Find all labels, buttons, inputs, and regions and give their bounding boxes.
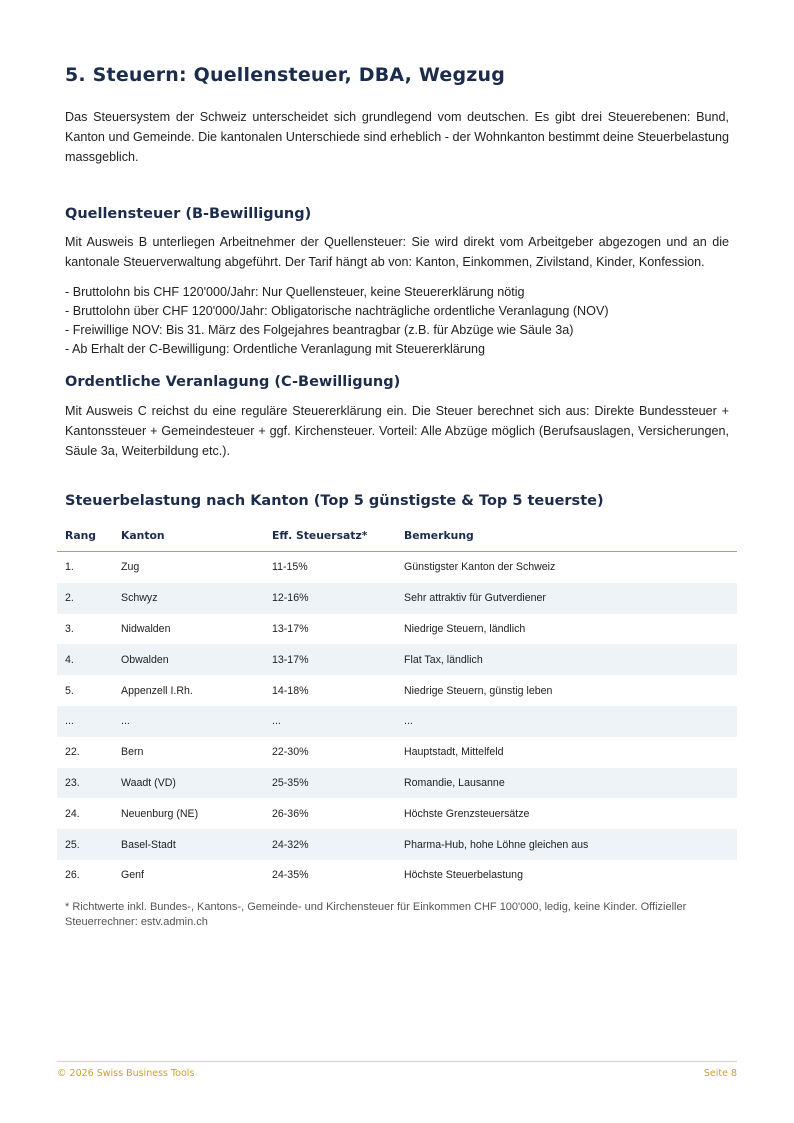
- section-heading-quellensteuer: Quellensteuer (B-Bewilligung): [65, 206, 312, 222]
- column-header-steuersatz: Eff. Steuersatz*: [264, 519, 396, 552]
- table-cell-steuersatz: 26-36%: [272, 807, 309, 820]
- table-cell-bemerkung: Hauptstadt, Mittelfeld: [404, 746, 504, 759]
- table-cell-steuersatz: 12-16%: [264, 583, 396, 614]
- table-cell-steuersatz: 22-30%: [272, 746, 309, 759]
- table-row: [57, 737, 737, 768]
- table-cell-rang: 3.: [65, 622, 74, 635]
- table-cell-bemerkung: Höchste Grenzsteuersätze: [404, 807, 530, 820]
- table-cell-steuersatz: 13-17%: [264, 644, 396, 675]
- table-cell-kanton: Appenzell I.Rh.: [121, 684, 193, 697]
- footer-divider: [57, 1061, 737, 1062]
- table-header-row: [57, 519, 737, 552]
- table-cell-kanton: Zug: [121, 561, 140, 574]
- table-cell-kanton: Basel-Stadt: [113, 829, 264, 860]
- table-row: [57, 675, 737, 706]
- table-cell-kanton: Nidwalden: [121, 622, 171, 635]
- canton-tax-table: [57, 519, 737, 891]
- veranlagung-paragraph: Mit Ausweis C reichst du eine reguläre Steuererklärung ein. Die Steuer berechnet sich aus: Direkte Bundessteuer + Kantonssteuer + Gemeindesteuer + ggf. Kirchensteuer. Vorteil: Alle Abzüge möglich (Berufsauslagen, Versicherungen, Säule 3a, Weiterbildung etc.).: [65, 404, 729, 458]
- table-row: [57, 860, 737, 891]
- table-cell-rang: 2.: [57, 583, 113, 614]
- table-row: [57, 614, 737, 645]
- table-cell-steuersatz: 25-35%: [264, 768, 396, 799]
- table-cell-kanton: Bern: [121, 746, 144, 759]
- table-cell-bemerkung: ...: [396, 706, 737, 737]
- quellensteuer-paragraph: Mit Ausweis B unterliegen Arbeitnehmer der Quellensteuer: Sie wird direkt vom Arbeitgeber abgezogen und an die kantonale Steuerverwaltung abgeführt. Der Tarif hängt ab von: Kanton, Einkommen, Zivilstand, Kinder, Konfession.: [65, 235, 729, 269]
- table-cell-bemerkung: Niedrige Steuern, günstig leben: [404, 684, 553, 697]
- list-item: - Bruttolohn über CHF 120'000/Jahr: Obligatorische nachträgliche ordentliche Veranlagung (NOV): [65, 304, 609, 318]
- table-row: [57, 644, 737, 675]
- table-row: [57, 829, 737, 860]
- footer-copyright: © 2026 Swiss Business Tools: [57, 1068, 195, 1079]
- table-cell-rang: 1.: [65, 561, 74, 574]
- table-cell-bemerkung: Pharma-Hub, hohe Löhne gleichen aus: [396, 829, 737, 860]
- table-cell-kanton: Schwyz: [113, 583, 264, 614]
- page-title: 5. Steuern: Quellensteuer, DBA, Wegzug: [65, 64, 506, 86]
- table-cell-kanton: Genf: [121, 869, 144, 882]
- table-cell-steuersatz: 13-17%: [272, 622, 309, 635]
- intro-paragraph: Das Steuersystem der Schweiz unterscheidet sich grundlegend vom deutschen. Es gibt drei Steuerebenen: Bund, Kanton und Gemeinde. Die kantonalen Unterschiede sind erheblich - der Wohnkanton bestimmt deine Steuerbelastung massgeblich.: [65, 110, 729, 164]
- footer-page-number: Seite 8: [703, 1068, 737, 1079]
- table-row: [57, 583, 737, 614]
- table-cell-bemerkung: Flat Tax, ländlich: [396, 644, 737, 675]
- section-heading-veranlagung: Ordentliche Veranlagung (C-Bewilligung): [65, 374, 401, 390]
- table-cell-steuersatz: 14-18%: [272, 684, 309, 697]
- table-cell-steuersatz: ...: [264, 706, 396, 737]
- table-cell-kanton: Obwalden: [113, 644, 264, 675]
- table-cell-steuersatz: 24-32%: [264, 829, 396, 860]
- table-cell-kanton: Waadt (VD): [113, 768, 264, 799]
- table-cell-bemerkung: Niedrige Steuern, ländlich: [404, 622, 526, 635]
- column-header-rang: Rang: [57, 519, 113, 552]
- table-cell-rang: 25.: [57, 829, 113, 860]
- table-row: [57, 552, 737, 583]
- quellensteuer-bullet-list: [65, 283, 735, 359]
- list-item: - Ab Erhalt der C-Bewilligung: Ordentliche Veranlagung mit Steuererklärung: [65, 342, 486, 356]
- table-footnote: * Richtwerte inkl. Bundes-, Kantons-, Gemeinde- und Kirchensteuer für Einkommen CHF 100'000, ledig, keine Kinder. Offizieller Steuerrechner: estv.admin.ch: [65, 901, 687, 928]
- column-header-bemerkung: Bemerkung: [396, 519, 737, 552]
- table-cell-rang: 4.: [57, 644, 113, 675]
- table-cell-rang: 26.: [65, 869, 80, 882]
- table-row: [57, 768, 737, 799]
- table-cell-rang: 5.: [65, 684, 74, 697]
- table-cell-steuersatz: 11-15%: [272, 561, 308, 574]
- table-cell-bemerkung: Höchste Steuerbelastung: [404, 869, 523, 882]
- table-heading: Steuerbelastung nach Kanton (Top 5 günstigste & Top 5 teuerste): [65, 493, 604, 509]
- table-cell-bemerkung: Sehr attraktiv für Gutverdiener: [396, 583, 737, 614]
- table-cell-steuersatz: 24-35%: [272, 869, 309, 882]
- table-cell-bemerkung: Günstigster Kanton der Schweiz: [404, 561, 556, 574]
- column-header-kanton: Kanton: [113, 519, 264, 552]
- list-item: - Bruttolohn bis CHF 120'000/Jahr: Nur Quellensteuer, keine Steuererklärung nötig: [65, 285, 525, 299]
- table-cell-rang: 24.: [65, 807, 80, 820]
- table-cell-bemerkung: Romandie, Lausanne: [396, 768, 737, 799]
- table-cell-rang: ...: [57, 706, 113, 737]
- table-cell-kanton: Neuenburg (NE): [121, 807, 199, 820]
- list-item: - Freiwillige NOV: Bis 31. März des Folgejahres beantragbar (z.B. für Abzüge wie Säule 3a): [65, 323, 574, 337]
- table-cell-kanton: ...: [113, 706, 264, 737]
- table-row: [57, 706, 737, 737]
- table-cell-rang: 23.: [57, 768, 113, 799]
- table-row: [57, 798, 737, 829]
- table-cell-rang: 22.: [65, 746, 80, 759]
